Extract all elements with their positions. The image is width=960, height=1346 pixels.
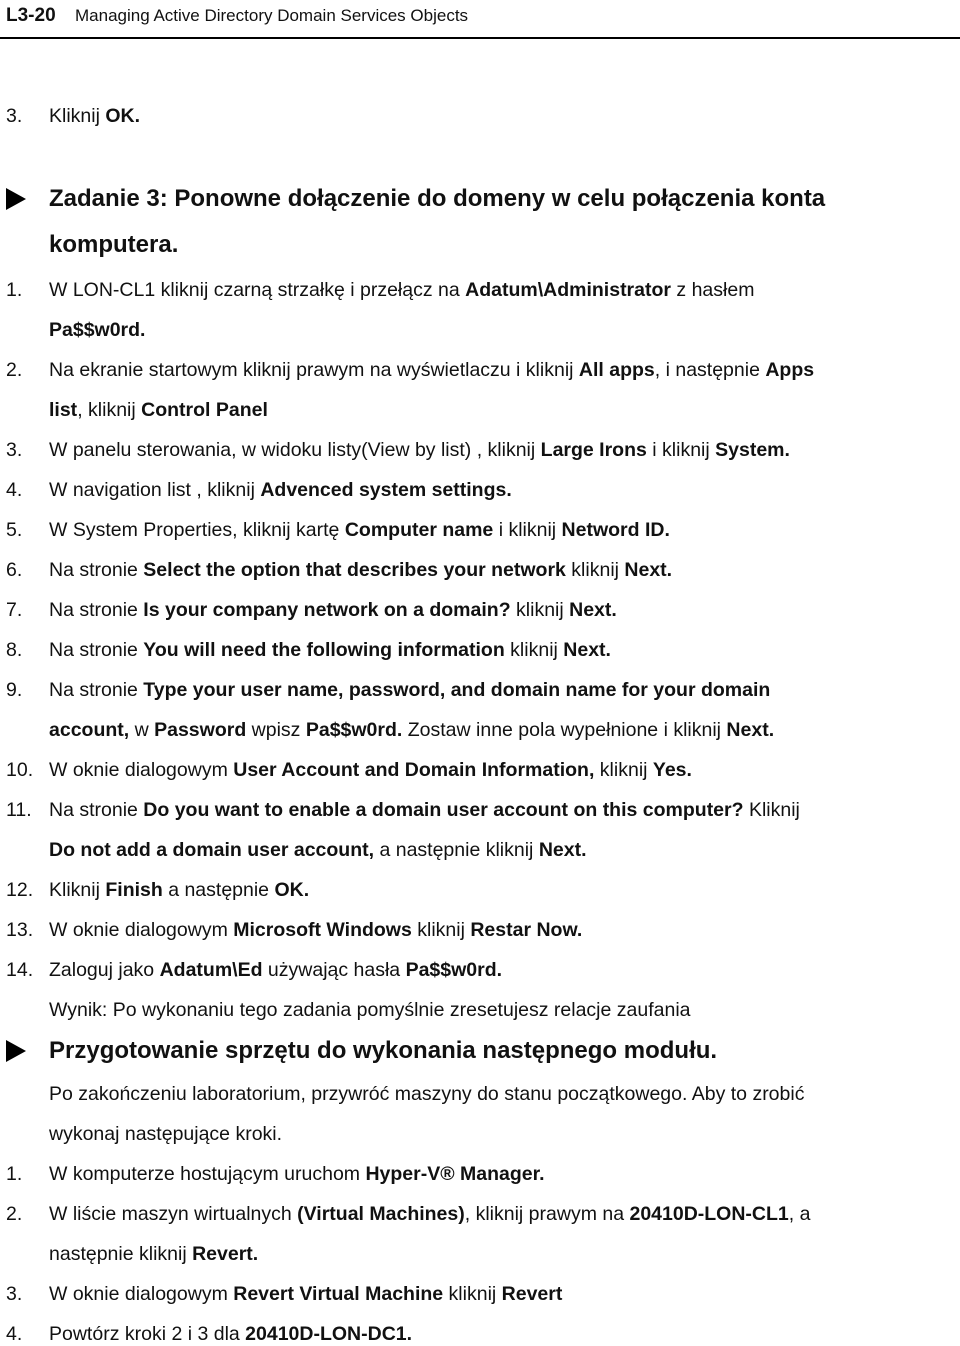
text-run: a następnie bbox=[162, 879, 275, 901]
text-run: W oknie dialogowym bbox=[49, 759, 234, 781]
bold-term: Hyper-V® Manager. bbox=[365, 1163, 545, 1185]
bold-term: Large Irons bbox=[540, 439, 647, 461]
step-number: 2. bbox=[6, 359, 23, 381]
text-run: kliknij bbox=[594, 759, 653, 781]
text-run: Zostaw inne pola wypełnione i kliknij bbox=[402, 719, 727, 741]
text-run: następnie kliknij bbox=[49, 1243, 193, 1265]
step-number: 14. bbox=[6, 959, 34, 981]
bold-term: Is your company network on a domain? bbox=[143, 599, 511, 621]
step-text bbox=[49, 558, 672, 582]
step-text bbox=[49, 1202, 810, 1226]
bold-term: Restar Now. bbox=[470, 919, 583, 941]
step-number: 6. bbox=[6, 559, 23, 581]
step-text bbox=[49, 958, 502, 982]
bold-term: Microsoft Windows bbox=[233, 919, 412, 941]
step-number: 1. bbox=[6, 1163, 23, 1185]
text-run: Na stronie bbox=[49, 599, 144, 621]
text-run: Kliknij bbox=[49, 879, 106, 901]
task3-title-line1: Zadanie 3: Ponowne dołączenie do domeny w celu połączenia konta bbox=[49, 185, 826, 212]
text-run: a następnie kliknij bbox=[374, 839, 539, 861]
text-run: kliknij bbox=[510, 599, 570, 621]
step-text bbox=[49, 1162, 545, 1186]
text-run: Kliknij bbox=[743, 799, 800, 821]
bold-term: Adatum\Administrator bbox=[465, 279, 671, 301]
text-run: Po zakończeniu laboratorium, przywróć maszyny do stanu początkowego. Aby to zrobić bbox=[49, 1083, 805, 1105]
bold-term: OK. bbox=[105, 105, 141, 127]
step-number: 8. bbox=[6, 639, 23, 661]
chapter-title: Managing Active Directory Domain Services Objects bbox=[75, 6, 469, 25]
step-text bbox=[49, 104, 140, 128]
bold-term: OK. bbox=[274, 879, 310, 901]
bold-term: Pa$$w0rd. bbox=[49, 319, 146, 341]
text-run: kliknij bbox=[565, 559, 625, 581]
step-text bbox=[49, 838, 587, 862]
bold-term: Next. bbox=[569, 599, 617, 621]
bold-term: Control Panel bbox=[141, 399, 268, 421]
step-number: 4. bbox=[6, 1323, 23, 1345]
text-run: W komputerze hostującym uruchom bbox=[49, 1163, 366, 1185]
bold-term: Revert Virtual Machine bbox=[233, 1283, 444, 1305]
step-text bbox=[49, 478, 512, 502]
bold-term: Pa$$w0rd. bbox=[305, 719, 403, 741]
step-text bbox=[49, 678, 770, 702]
text-run: Wynik: Po wykonaniu tego zadania pomyślnie zresetujesz relacje zaufania bbox=[49, 999, 691, 1021]
bold-term: All apps bbox=[578, 359, 655, 381]
text-run: W System Properties, kliknij kartę bbox=[49, 519, 345, 541]
step-text bbox=[49, 518, 670, 542]
bold-term: Revert bbox=[501, 1283, 563, 1305]
step-text bbox=[49, 1322, 412, 1346]
text-run: Na stronie bbox=[49, 639, 144, 661]
text-run: kliknij bbox=[411, 919, 471, 941]
step-text bbox=[49, 1082, 804, 1106]
bold-term: Advenced system settings. bbox=[260, 479, 512, 501]
step-text bbox=[49, 1122, 282, 1146]
task3-title-line2: komputera. bbox=[49, 231, 179, 258]
bold-term: User Account and Domain Information, bbox=[233, 759, 595, 781]
text-run: W panelu sterowania, w widoku listy(View by list) , kliknij bbox=[49, 439, 541, 461]
text-run: W oknie dialogowym bbox=[49, 1283, 234, 1305]
step-number: 1. bbox=[6, 279, 23, 301]
step-number: 3. bbox=[6, 1283, 23, 1305]
step-text bbox=[49, 878, 309, 902]
text-run: kliknij bbox=[443, 1283, 502, 1305]
text-run: Zaloguj jako bbox=[49, 959, 160, 981]
bold-term: Computer name bbox=[344, 519, 494, 541]
text-run: w bbox=[129, 719, 155, 741]
step-text bbox=[49, 638, 611, 662]
bold-term: Next. bbox=[624, 559, 673, 581]
triangle-bullet-icon bbox=[6, 1040, 26, 1062]
bold-term: Revert. bbox=[192, 1243, 259, 1265]
text-run: W navigation list , kliknij bbox=[49, 479, 261, 501]
step-number: 9. bbox=[6, 679, 23, 701]
step-text bbox=[49, 798, 800, 822]
text-run: Kliknij bbox=[49, 105, 106, 127]
text-run: Na stronie bbox=[49, 799, 144, 821]
bold-term: (Virtual Machines) bbox=[297, 1203, 465, 1225]
text-run: z hasłem bbox=[671, 279, 755, 301]
bold-term: Do you want to enable a domain user account on this computer? bbox=[143, 799, 744, 821]
text-run: Na stronie bbox=[49, 559, 144, 581]
text-run: i kliknij bbox=[646, 439, 716, 461]
step-text bbox=[49, 998, 691, 1022]
step-text bbox=[49, 918, 582, 942]
step-text bbox=[49, 1282, 562, 1306]
text-run: W oknie dialogowym bbox=[49, 919, 234, 941]
step-number: 12. bbox=[6, 879, 34, 901]
bold-term: Netword ID. bbox=[561, 519, 670, 541]
step-number: 5. bbox=[6, 519, 23, 541]
bold-term: 20410D-LON-DC1. bbox=[245, 1323, 413, 1345]
step-text bbox=[49, 398, 268, 422]
bold-term: Type your user name, password, and domain name for your domain bbox=[143, 679, 771, 701]
chapter-number: L3-20 bbox=[6, 5, 56, 26]
bold-term: Select the option that describes your network bbox=[143, 559, 566, 581]
text-run: , a bbox=[788, 1203, 811, 1225]
bold-term: account, bbox=[49, 719, 130, 741]
step-text bbox=[49, 438, 790, 462]
text-run: Na stronie bbox=[49, 679, 144, 701]
bold-term: You will need the following information bbox=[143, 639, 505, 661]
bold-term: Apps bbox=[765, 359, 815, 381]
bold-term: Password bbox=[154, 719, 247, 741]
step-number: 2. bbox=[6, 1203, 23, 1225]
bold-term: Do not add a domain user account, bbox=[49, 839, 375, 861]
step-number: 4. bbox=[6, 479, 23, 501]
bold-term: 20410D-LON-CL1 bbox=[629, 1203, 789, 1225]
bold-term: Finish bbox=[105, 879, 163, 901]
step-text bbox=[49, 758, 692, 782]
text-run: W LON-CL1 kliknij czarną strzałkę i przełącz na bbox=[49, 279, 466, 301]
text-run: i kliknij bbox=[493, 519, 562, 541]
text-run: , kliknij prawym na bbox=[464, 1203, 630, 1225]
bold-term: Adatum\Ed bbox=[159, 959, 263, 981]
step-text bbox=[49, 598, 617, 622]
triangle-bullet-icon bbox=[6, 188, 26, 210]
bold-term: Next. bbox=[726, 719, 775, 741]
step-number: 11. bbox=[6, 799, 32, 821]
step-number: 7. bbox=[6, 599, 23, 621]
text-run: kliknij bbox=[504, 639, 564, 661]
bold-term: Next. bbox=[563, 639, 611, 661]
text-run: Powtórz kroki 2 i 3 dla bbox=[49, 1323, 246, 1345]
step-number: 10. bbox=[6, 759, 34, 781]
step-number: 3. bbox=[6, 105, 23, 127]
page-header bbox=[0, 0, 960, 40]
bold-term: Yes. bbox=[652, 759, 692, 781]
step-text bbox=[49, 718, 774, 742]
step-text bbox=[49, 318, 145, 342]
step-text bbox=[49, 1242, 258, 1266]
text-run: wpisz bbox=[246, 719, 306, 741]
bold-term: list bbox=[49, 399, 78, 421]
text-run: W liście maszyn wirtualnych bbox=[49, 1203, 298, 1225]
step-number: 3. bbox=[6, 439, 23, 461]
text-run: , kliknij bbox=[77, 399, 142, 421]
prep-title: Przygotowanie sprzętu do wykonania następnego modułu. bbox=[49, 1037, 718, 1064]
step-text bbox=[49, 278, 754, 302]
text-run: , i następnie bbox=[654, 359, 766, 381]
step-number: 13. bbox=[6, 919, 34, 941]
text-run: używając hasła bbox=[262, 959, 406, 981]
text-run: Na ekranie startowym kliknij prawym na wyświetlaczu i kliknij bbox=[49, 359, 579, 381]
bold-term: Pa$$w0rd. bbox=[405, 959, 503, 981]
text-run: wykonaj następujące kroki. bbox=[49, 1123, 283, 1145]
header-divider bbox=[0, 37, 960, 39]
step-text bbox=[49, 358, 814, 382]
bold-term: System. bbox=[715, 439, 790, 461]
bold-term: Next. bbox=[538, 839, 587, 861]
